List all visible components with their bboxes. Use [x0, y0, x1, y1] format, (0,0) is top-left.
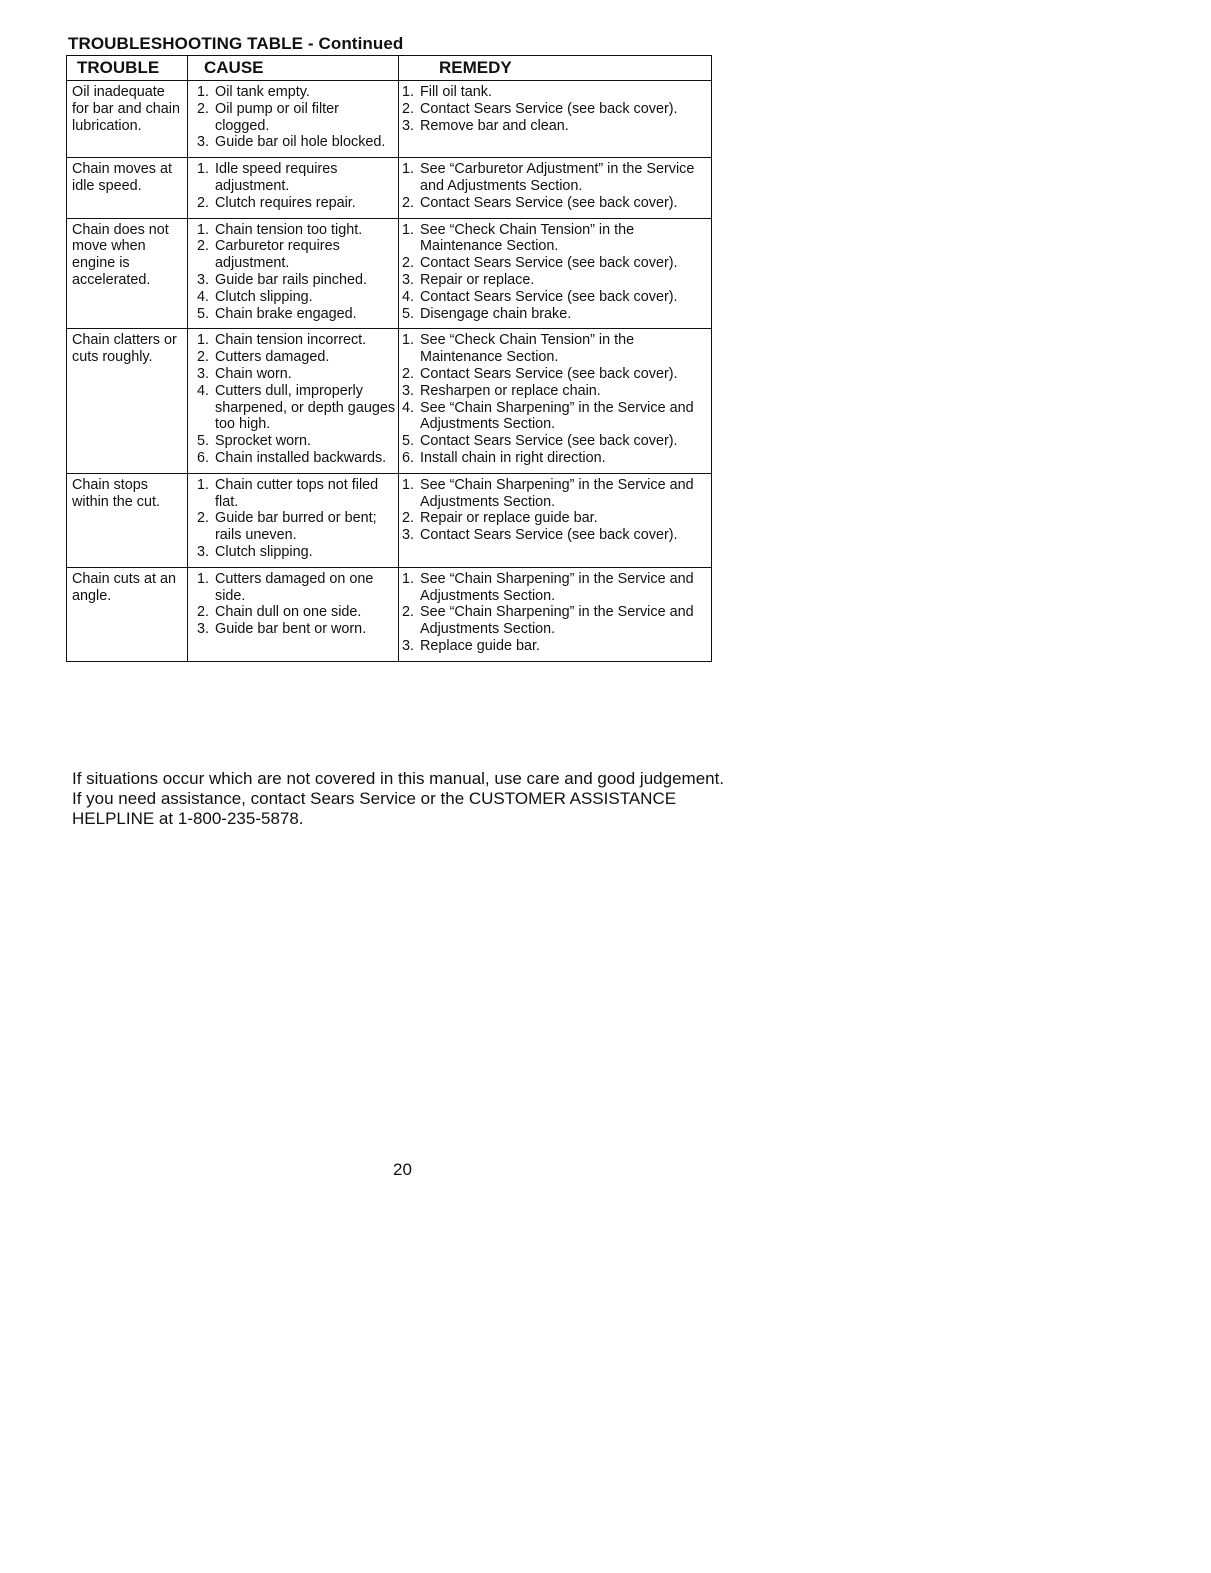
remedy-item — [402, 118, 711, 135]
remedy-item-text: Repair or replace guide bar. — [420, 510, 598, 527]
cause-item-text: Cutters damaged on one side. — [215, 570, 374, 604]
cause-item-number: 3. — [197, 271, 210, 288]
cause-item-text: Carburetor requires adjustment. — [215, 238, 340, 272]
cause-item-text: Chain worn. — [215, 365, 292, 382]
table-row — [67, 329, 712, 473]
remedy-item-number: 2. — [402, 194, 415, 211]
remedy-item — [402, 222, 711, 256]
remedy-item-text: See “Chain Sharpening” in the Service and Adjustments Section. — [420, 399, 694, 433]
cause-item — [197, 332, 396, 349]
remedy-item-number: 4. — [402, 288, 415, 305]
cause-item-number: 3. — [197, 134, 210, 151]
cause-cell — [188, 473, 399, 567]
cause-item-text: Cutters damaged. — [215, 349, 330, 366]
cause-item-number: 4. — [197, 382, 210, 399]
remedy-item-number: 2. — [402, 100, 415, 117]
column-header-remedy: REMEDY — [399, 56, 712, 81]
remedy-item — [402, 450, 711, 467]
cause-item-text: Guide bar oil hole blocked. — [215, 134, 386, 151]
column-header-cause: CAUSE — [188, 56, 399, 81]
remedy-item-text: Replace guide bar. — [420, 637, 541, 654]
trouble-cell: Chain stops within the cut. — [67, 473, 188, 567]
remedy-item — [402, 400, 711, 434]
cause-item-text: Guide bar burred or bent; rails uneven. — [215, 510, 377, 544]
remedy-item-number: 3. — [402, 382, 415, 399]
remedy-item — [402, 255, 711, 272]
assistance-note: If situations occur which are not covered in this manual, use care and good judgement. If you need assistance, contact Sears Service or the CUSTOMER ASSISTANCE HELPLINE at 1-800-235-5878. — [72, 769, 725, 828]
remedy-cell — [399, 567, 712, 661]
remedy-cell — [399, 473, 712, 567]
remedy-item-number: 2. — [402, 510, 415, 527]
cause-item — [197, 222, 396, 239]
cause-item-number: 3. — [197, 365, 210, 382]
remedy-item-text: Resharpen or replace chain. — [420, 382, 601, 399]
remedy-item-text: Install chain in right direction. — [420, 449, 606, 466]
remedy-item-text: See “Carburetor Adjustment” in the Service and Adjustments Section. — [420, 161, 695, 194]
cause-item-text: Chain cutter tops not filed flat. — [215, 476, 379, 510]
remedy-item — [402, 638, 711, 655]
cause-item-text: Sprocket worn. — [215, 433, 311, 450]
remedy-item-text: Contact Sears Service (see back cover). — [420, 433, 678, 450]
cause-item-number: 6. — [197, 449, 210, 466]
remedy-item-number: 4. — [402, 399, 415, 416]
remedy-item-number: 2. — [402, 255, 415, 272]
cause-item — [197, 134, 396, 151]
remedy-item-text: See “Chain Sharpening” in the Service and Adjustments Section. — [420, 570, 694, 604]
table-row — [67, 158, 712, 218]
remedy-item-text: Disengage chain brake. — [420, 305, 572, 322]
table-header-row — [67, 56, 712, 81]
cause-item-number: 1. — [197, 570, 210, 587]
cause-item — [197, 544, 396, 561]
remedy-cell — [399, 158, 712, 218]
cause-item-number: 3. — [197, 543, 210, 560]
cause-item — [197, 571, 396, 605]
remedy-item — [402, 84, 711, 101]
remedy-item — [402, 383, 711, 400]
remedy-item-text: Contact Sears Service (see back cover). — [420, 365, 678, 382]
remedy-item-number: 5. — [402, 305, 415, 322]
cause-item-text: Idle speed requires adjustment. — [215, 161, 338, 194]
trouble-cell: Chain does not move when engine is accelerated. — [67, 218, 188, 329]
cause-cell — [188, 158, 399, 218]
cause-item-text: Guide bar rails pinched. — [215, 271, 367, 288]
cause-item-text: Chain installed backwards. — [215, 449, 387, 466]
remedy-item — [402, 272, 711, 289]
cause-item — [197, 383, 396, 433]
cause-item — [197, 161, 396, 195]
cause-item — [197, 238, 396, 272]
remedy-item — [402, 332, 711, 366]
remedy-item-text: Remove bar and clean. — [420, 117, 569, 134]
remedy-item — [402, 510, 711, 527]
remedy-item-text: See “Chain Sharpening” in the Service and Adjustments Section. — [420, 604, 694, 638]
cause-item-number: 2. — [197, 238, 210, 255]
remedy-item-number: 6. — [402, 449, 415, 466]
remedy-item-text: See “Check Chain Tension” in the Maintenance Section. — [420, 332, 635, 366]
remedy-item — [402, 527, 711, 544]
table-row — [67, 473, 712, 567]
cause-item — [197, 272, 396, 289]
cause-item-text: Cutters dull, improperly sharpened, or depth gauges too high. — [215, 382, 396, 433]
cause-item-text: Clutch requires repair. — [215, 194, 356, 211]
cause-item-number: 1. — [197, 84, 210, 100]
remedy-item-number: 1. — [402, 332, 415, 349]
remedy-cell — [399, 329, 712, 473]
cause-item — [197, 433, 396, 450]
cause-item — [197, 349, 396, 366]
remedy-item-number: 3. — [402, 271, 415, 288]
remedy-item-number: 3. — [402, 117, 415, 134]
cause-item-number: 5. — [197, 433, 210, 450]
cause-item-number: 1. — [197, 221, 210, 238]
cause-item-number: 1. — [197, 161, 210, 178]
remedy-item-number: 1. — [402, 570, 415, 587]
trouble-cell: Chain moves at idle speed. — [67, 158, 188, 218]
trouble-cell: Oil inadequate for bar and chain lubrication. — [67, 81, 188, 158]
column-header-trouble: TROUBLE — [67, 56, 188, 81]
cause-item — [197, 101, 396, 135]
cause-item-text: Oil pump or oil filter clogged. — [215, 100, 339, 134]
remedy-item — [402, 477, 711, 511]
remedy-item-text: Fill oil tank. — [420, 84, 492, 100]
cause-item-number: 4. — [197, 288, 210, 305]
cause-item-text: Chain dull on one side. — [215, 604, 362, 621]
remedy-item — [402, 161, 711, 195]
cause-item-text: Guide bar bent or worn. — [215, 621, 367, 638]
remedy-cell — [399, 81, 712, 158]
cause-item — [197, 621, 396, 638]
trouble-cell: Chain cuts at an angle. — [67, 567, 188, 661]
remedy-item-number: 3. — [402, 527, 415, 544]
remedy-item-text: Contact Sears Service (see back cover). — [420, 255, 678, 272]
remedy-item-text: Contact Sears Service (see back cover). — [420, 194, 678, 211]
table-row — [67, 567, 712, 661]
remedy-item-text: Contact Sears Service (see back cover). — [420, 527, 678, 544]
remedy-item-text: See “Chain Sharpening” in the Service and Adjustments Section. — [420, 476, 694, 510]
cause-item — [197, 84, 396, 101]
cause-item-number: 2. — [197, 349, 210, 366]
page-title: TROUBLESHOOTING TABLE - Continued — [68, 34, 404, 53]
remedy-item — [402, 571, 711, 605]
cause-item-number: 2. — [197, 604, 210, 621]
remedy-item — [402, 306, 711, 323]
cause-item-text: Clutch slipping. — [215, 288, 313, 305]
cause-item-text: Chain tension incorrect. — [215, 332, 367, 349]
cause-item-text: Oil tank empty. — [215, 84, 310, 100]
remedy-item-number: 3. — [402, 637, 415, 654]
trouble-cell: Chain clatters or cuts roughly. — [67, 329, 188, 473]
cause-cell — [188, 329, 399, 473]
remedy-item-number: 1. — [402, 476, 415, 493]
cause-item-number: 3. — [197, 621, 210, 638]
remedy-item-text: Contact Sears Service (see back cover). — [420, 288, 678, 305]
remedy-item-text: Repair or replace. — [420, 271, 535, 288]
cause-item-text: Clutch slipping. — [215, 543, 313, 560]
remedy-item — [402, 195, 711, 212]
remedy-item-number: 2. — [402, 365, 415, 382]
cause-item-text: Chain tension too tight. — [215, 221, 363, 238]
remedy-item — [402, 433, 711, 450]
cause-item — [197, 477, 396, 511]
cause-item — [197, 195, 396, 212]
remedy-item-number: 5. — [402, 433, 415, 450]
remedy-item — [402, 604, 711, 638]
remedy-item — [402, 366, 711, 383]
table-row — [67, 218, 712, 329]
cause-item — [197, 604, 396, 621]
cause-item — [197, 366, 396, 383]
table-row — [67, 81, 712, 158]
remedy-item-number: 1. — [402, 161, 415, 178]
cause-cell — [188, 81, 399, 158]
cause-item-number: 2. — [197, 100, 210, 117]
cause-cell — [188, 218, 399, 329]
remedy-item-number: 1. — [402, 84, 415, 100]
cause-item-number: 5. — [197, 305, 210, 322]
remedy-item — [402, 101, 711, 118]
cause-item-number: 2. — [197, 510, 210, 527]
troubleshooting-table — [66, 55, 712, 662]
cause-item-number: 1. — [197, 332, 210, 349]
remedy-item-number: 1. — [402, 221, 415, 238]
remedy-item-text: Contact Sears Service (see back cover). — [420, 100, 678, 117]
cause-item — [197, 510, 396, 544]
cause-item — [197, 450, 396, 467]
remedy-item-number: 2. — [402, 604, 415, 621]
cause-item — [197, 306, 396, 323]
cause-item — [197, 289, 396, 306]
cause-item-text: Chain brake engaged. — [215, 305, 357, 322]
cause-cell — [188, 567, 399, 661]
cause-item-number: 1. — [197, 476, 210, 493]
page-number: 20 — [393, 1160, 412, 1179]
remedy-item-text: See “Check Chain Tension” in the Maintenance Section. — [420, 221, 635, 255]
remedy-item — [402, 289, 711, 306]
cause-item-number: 2. — [197, 194, 210, 211]
remedy-cell — [399, 218, 712, 329]
